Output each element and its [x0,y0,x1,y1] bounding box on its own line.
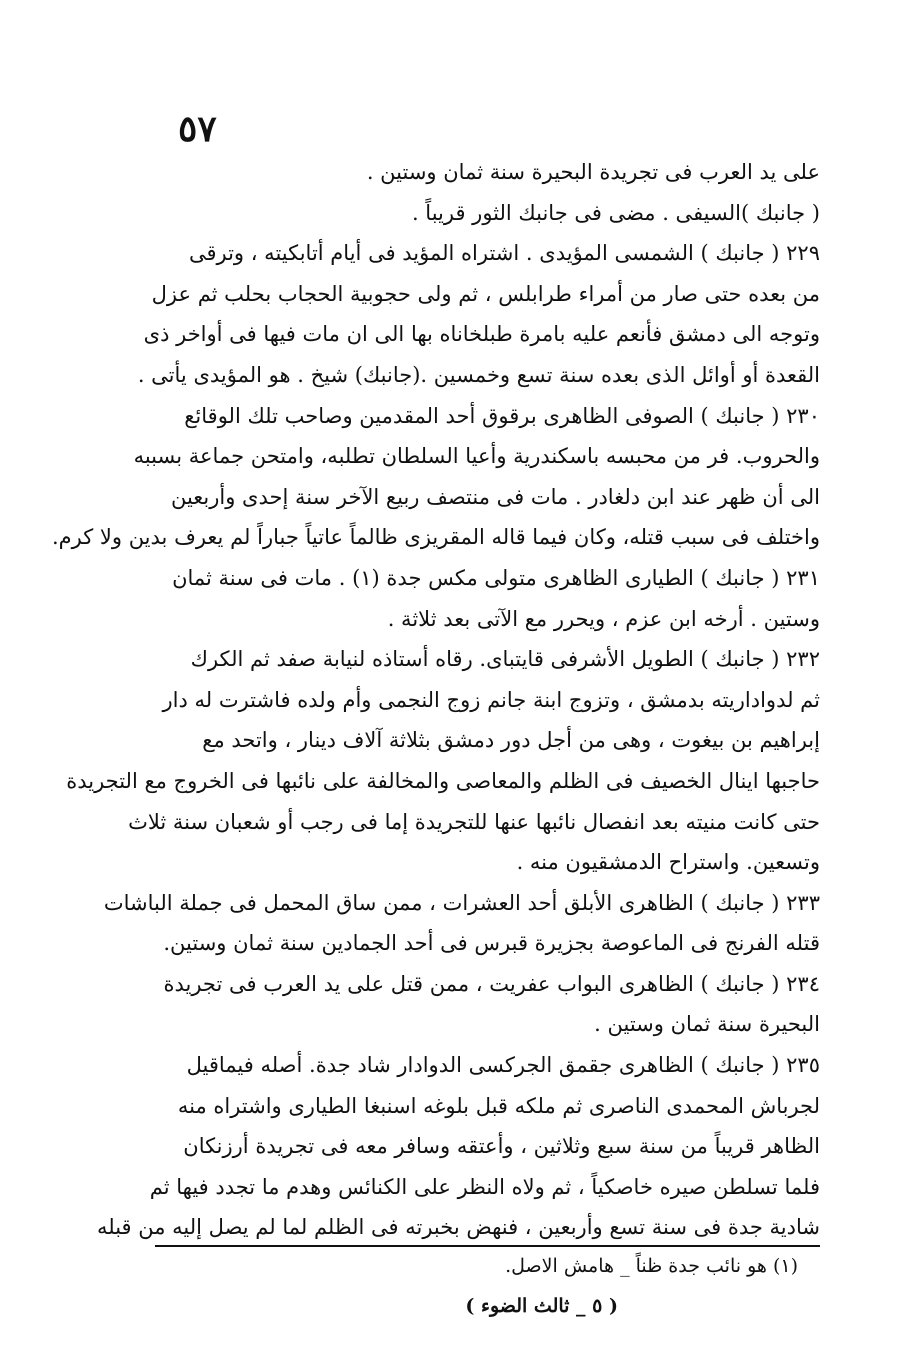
text-line: ٢٣٥ ( جانبك ) الظاهرى جقمق الجركسى الدوادار شاد جدة. أصله فيماقيل [186,1053,820,1078]
text-line: وستين . أرخه ابن عزم ، ويحرر مع الآتى بعد ثلاثة . [387,606,820,631]
text-line: فلما تسلطن صيره خاصكياً ، ثم ولاه النظر على الكنائس وهدم ما تجدد فيها ثم [149,1174,820,1199]
text-line: شادية جدة فى سنة تسع وأربعين ، فنهض بخبرته فى الظلم لما لم يصل إليه من قبله [96,1215,820,1240]
text-line: ثم لدواداريته بدمشق ، وتزوج ابنة جانم زوج النجمى وأم ولده فاشترت له دار [162,687,820,712]
text-line: ٢٣٤ ( جانبك ) الظاهرى البواب عفريت ، ممن قتل على يد العرب فى تجريدة [163,971,820,996]
text-line: واختلف فى سبب قتله، وكان فيما قاله المقريزى ظالماً عاتياً جباراً لم يعرف بدين ولا كرم. [51,525,820,550]
text-line: وتسعين. واستراح الدمشقيون منه . [516,850,820,875]
text-line: البحيرة سنة ثمان وستين . [594,1012,820,1037]
text-line: ٢٣١ ( جانبك ) الطيارى الظاهرى متولى مكس جدة (١) . مات فى سنة ثمان [172,565,820,590]
page-number: ٥٧ [178,108,217,150]
text-line: ٢٣٣ ( جانبك ) الظاهرى الأبلق أحد العشرات ، ممن ساق المحمل فى جملة الباشات [103,890,820,915]
text-line: حاجبها اينال الخصيف فى الظلم والمعاصى والمخالفة على نائبها فى الخروج مع التجريدة [66,768,820,793]
text-line: القعدة أو أوائل الذى بعده سنة تسع وخمسين .(جانبك) شيخ . هو المؤيدى يأتى . [137,362,820,387]
text-line: الظاهر قريباً من سنة سبع وثلاثين ، وأعتقه وسافر معه فى تجريدة أرزنكان [183,1134,820,1159]
footnote: (١) هو نائب جدة ظناً _ هامش الاصل. [505,1255,798,1277]
printer-signature: ( ٥ _ ثالث الضوء ) [465,1295,618,1317]
text-line: على يد العرب فى تجريدة البحيرة سنة ثمان وستين . [366,160,820,184]
text-line: حتى كانت منيته بعد انفصال نائبها عنها للتجريدة إما فى رجب أو شعبان سنة ثلاث [128,809,820,834]
text-line: ( جانبك )السيفى . مضى فى جانبك الثور قريباً . [411,200,820,225]
text-line: ٢٢٩ ( جانبك ) الشمسى المؤيدى . اشتراه المؤيد فى أيام أتابكيته ، وترقى [188,241,820,266]
text-line: الى أن ظهر عند ابن دلغادر . مات فى منتصف ربيع الآخر سنة إحدى وأربعين [170,484,820,509]
footnote-divider [155,1245,820,1247]
text-line: من بعده حتى صار من أمراء طرابلس ، ثم ولى حجوبية الحجاب بحلب ثم عزل [151,281,820,306]
text-line: لجرباش المحمدى الناصرى ثم ملكه قبل بلوغه اسنبغا الطيارى واشتراه منه [177,1093,820,1118]
text-line: وتوجه الى دمشق فأنعم عليه بامرة طبلخاناه بها الى ان مات فيها فى أواخر ذى [143,322,820,347]
text-line: ٢٣٠ ( جانبك ) الصوفى الظاهرى برقوق أحد المقدمين وصاحب تلك الوقائع [184,403,820,428]
text-line: إبراهيم بن بيغوت ، وهى من أجل دور دمشق بثلاثة آلاف دينار ، واتحد مع [202,728,820,753]
text-line: والحروب. فر من محبسه باسكندرية وأعيا السلطان تطلبه، وامتحن جماعة بسببه [133,444,820,469]
text-line: ٢٣٢ ( جانبك ) الطويل الأشرفى قايتباى. رقاه أستاذه لنيابة صفد ثم الكرك [190,647,820,672]
text-line: قتله الفرنج فى الماعوصة بجزيرة قبرس فى أحد الجمادين سنة ثمان وستين. [163,931,820,956]
body-text [51,152,820,1248]
